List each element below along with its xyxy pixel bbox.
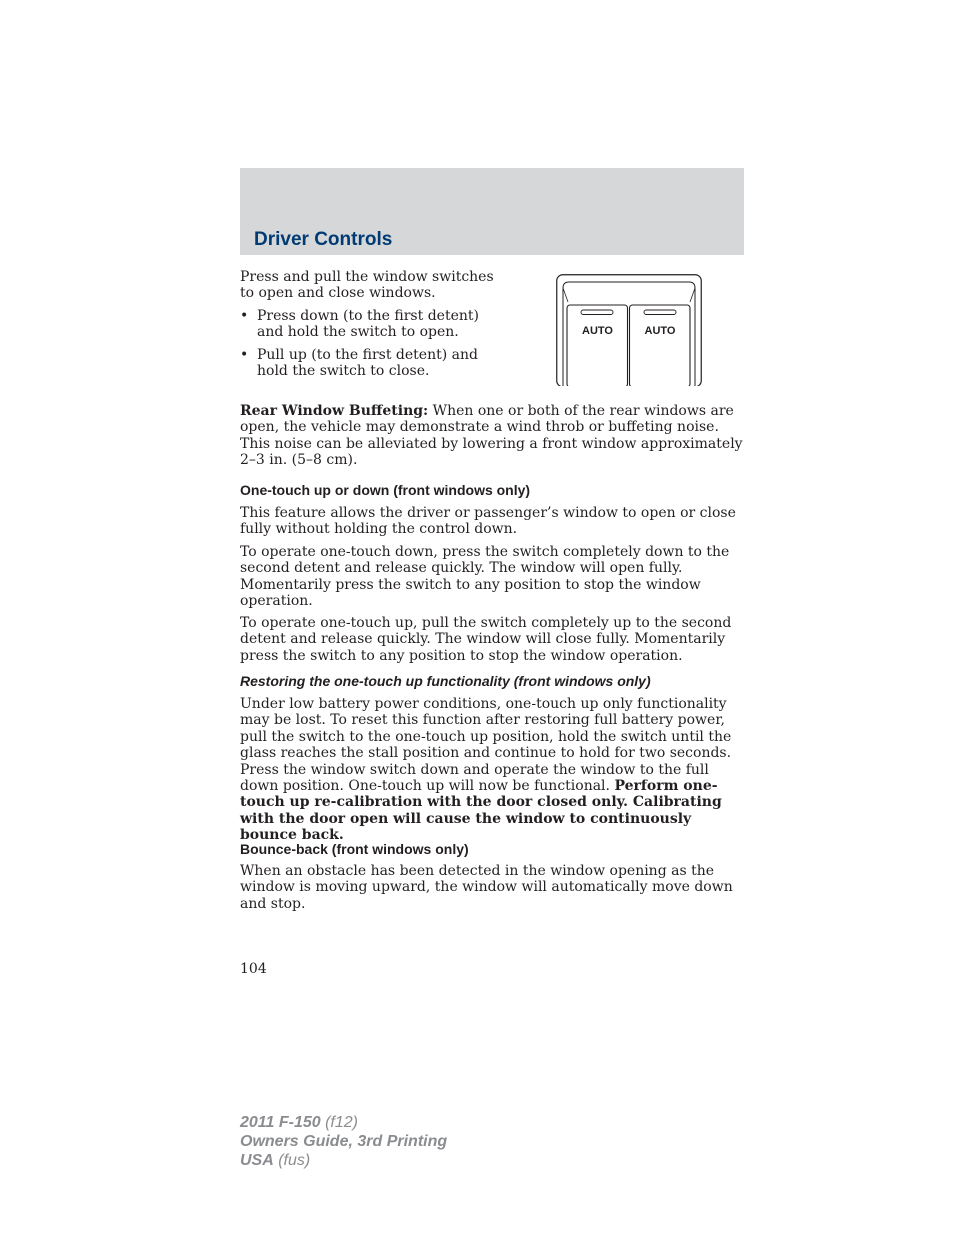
footer-region-code: (fus): [273, 1152, 311, 1169]
restoring-heading: Restoring the one-touch up functionality (front windows only): [240, 673, 651, 689]
footer-model-code: (f12): [320, 1114, 358, 1131]
one-touch-paragraph-3: To operate one-touch up, pull the switch completely up to the second detent and release quickly. The window will close fully. Momentarily press the switch to any position to stop the window operation.: [240, 615, 732, 664]
left-window-switch: [567, 305, 628, 386]
intro-paragraph: Press and pull the window switches to open and close windows.: [240, 269, 494, 302]
one-touch-heading: One-touch up or down (front windows only): [240, 482, 531, 498]
right-switch-label: AUTO: [644, 325, 676, 337]
footer-line-3: [240, 1151, 447, 1170]
list-item: [240, 308, 502, 341]
right-window-switch: [630, 305, 691, 386]
instruction-list: [240, 308, 502, 386]
one-touch-paragraph-1: This feature allows the driver or passenger’s window to open or close fully without holding the control down.: [240, 505, 736, 538]
section-header-band: [240, 168, 744, 255]
footer-region: USA: [240, 1152, 274, 1169]
footer-line-1: [240, 1113, 447, 1132]
bullet-icon: •: [240, 346, 249, 363]
buffeting-label: Rear Window Buffeting:: [240, 403, 429, 419]
window-switch-illustration: [556, 274, 702, 386]
list-item: [240, 347, 502, 380]
section-title: Driver Controls: [254, 229, 393, 250]
restoring-paragraph: [240, 696, 746, 844]
page-number: 104: [240, 961, 267, 977]
bullet-icon: •: [240, 308, 249, 324]
document-footer: [240, 1113, 447, 1170]
left-switch-label: AUTO: [582, 325, 613, 337]
footer-line-2: Owners Guide, 3rd Printing: [240, 1133, 448, 1150]
restoring-text: Under low battery power conditions, one-touch up only functionality may be lost. To reset this function after restoring full battery power, pull the switch to the one-touch up position, hold the switch until the glass reaches the stall position and continue to hold for two seconds. Press the window switch down and operate the window to the full down position. One-touch up will now be functional.: [240, 696, 732, 795]
rear-window-buffeting-paragraph: [240, 403, 746, 469]
list-item-text: Pull up (to the first detent) and hold the switch to close.: [257, 346, 478, 380]
restoring-warning: Perform one-touch up re-calibration with the door closed only. Calibrating with the door open will cause the window to continuously bounce back.: [240, 778, 722, 844]
buffeting-text: When one or both of the rear windows are open, the vehicle may demonstrate a wind throb or buffeting noise. This noise can be alleviated by lowering a front window approximately 2–3 in. (5–8 cm).: [240, 403, 743, 469]
footer-model: 2011 F-150: [240, 1114, 321, 1131]
bounce-back-heading: Bounce-back (front windows only): [240, 841, 469, 857]
list-item-text: Press down (to the first detent) and hold the switch to open.: [257, 308, 479, 341]
one-touch-paragraph-2: To operate one-touch down, press the switch completely down to the second detent and release quickly. The window will open fully. Momentarily press the switch to any position to stop the window operation.: [240, 544, 730, 610]
bounce-back-paragraph: When an obstacle has been detected in the window opening as the window is moving upward, the window will automatically move down and stop.: [240, 863, 733, 912]
